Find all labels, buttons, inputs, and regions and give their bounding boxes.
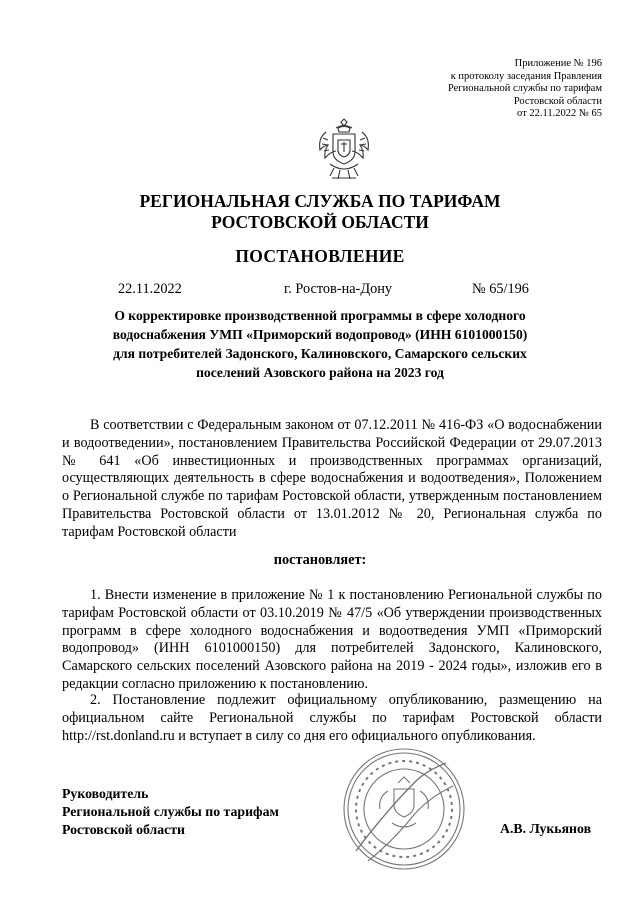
signatory-position-line: Руководитель [62, 786, 149, 801]
subject-line: водоснабжения УМП «Приморский водопровод» (ИНН 6101000150) [112, 327, 528, 342]
organization-name: РЕГИОНАЛЬНАЯ СЛУЖБА ПО ТАРИФАМ [139, 191, 501, 211]
signatory-position [62, 785, 279, 839]
document-type: ПОСТАНОВЛЕНИЕ [235, 246, 405, 266]
subject-line: для потребителей Задонского, Калиновского, Самарского сельских [113, 346, 527, 361]
document-date: 22.11.2022 [118, 281, 182, 297]
document-city: г. Ростов-на-Дону [284, 281, 393, 297]
coat-of-arms-icon [314, 118, 374, 182]
signatory-position-line: Ростовской области [62, 822, 186, 837]
resolution-item-2: 2. Постановление подлежит официальному опубликованию, размещению на официальном сайте Региональной службы по тарифам Ростовской области http://rst.donland.ru и вступает в силу со дня его официального опубликования. [62, 692, 602, 744]
signatory-name: А.В. Лукьянов [500, 821, 592, 836]
preamble-paragraph: В соответствии с Федеральным законом от 07.12.2011 № 416-ФЗ «О водоснабжении и водоотведении», постановлением Правительства Российской Федерации от 29.07.2013 № 641 «Об инвестиционных и производственных программах организаций, осуществляющих деятельность в сфере водоснабжения и водоотведения», Положением о Региональной службе по тарифам Ростовской области, утвержденным постановлением Правительства Ростовской области от 13.01.2012 № 20, Региональная служба по тарифам Ростовской области [62, 417, 602, 540]
subject-line: поселений Азовского района на 2023 год [196, 365, 444, 380]
appendix-note [342, 58, 602, 121]
signatory-position-line: Региональной службы по тарифам [62, 804, 279, 819]
appendix-line: от 22.11.2022 № 65 [517, 108, 602, 120]
resolves-heading: постановляет: [273, 552, 367, 568]
appendix-line: Региональной службы по тарифам [447, 83, 602, 95]
resolution-item-1: 1. Внести изменение в приложение № 1 к постановлению Региональной службы по тарифам Ростовской области от 03.10.2019 № 47/5 «Об утверждении производственных программ в сфере холодного водоснабжения и водоотведения УМП «Приморский водопровод» (ИНН 6101000150) для потребителей Задонского, Калиновского, Самарского сельских поселений Азовского района на 2019 - 2024 годы», изложив его в редакции согласно приложению к постановлению. [62, 587, 602, 692]
official-seal-icon [338, 743, 470, 875]
appendix-line: Приложение № 196 [514, 58, 602, 69]
appendix-line: Ростовской области [513, 95, 602, 107]
document-number: № 65/196 [472, 281, 529, 297]
subject-line: О корректировке производственной программы в сфере холодного [114, 308, 526, 323]
document-subject [110, 306, 530, 382]
organization-region: РОСТОВСКОЙ ОБЛАСТИ [211, 212, 429, 232]
appendix-line: к протоколу заседания Правления [450, 70, 602, 82]
